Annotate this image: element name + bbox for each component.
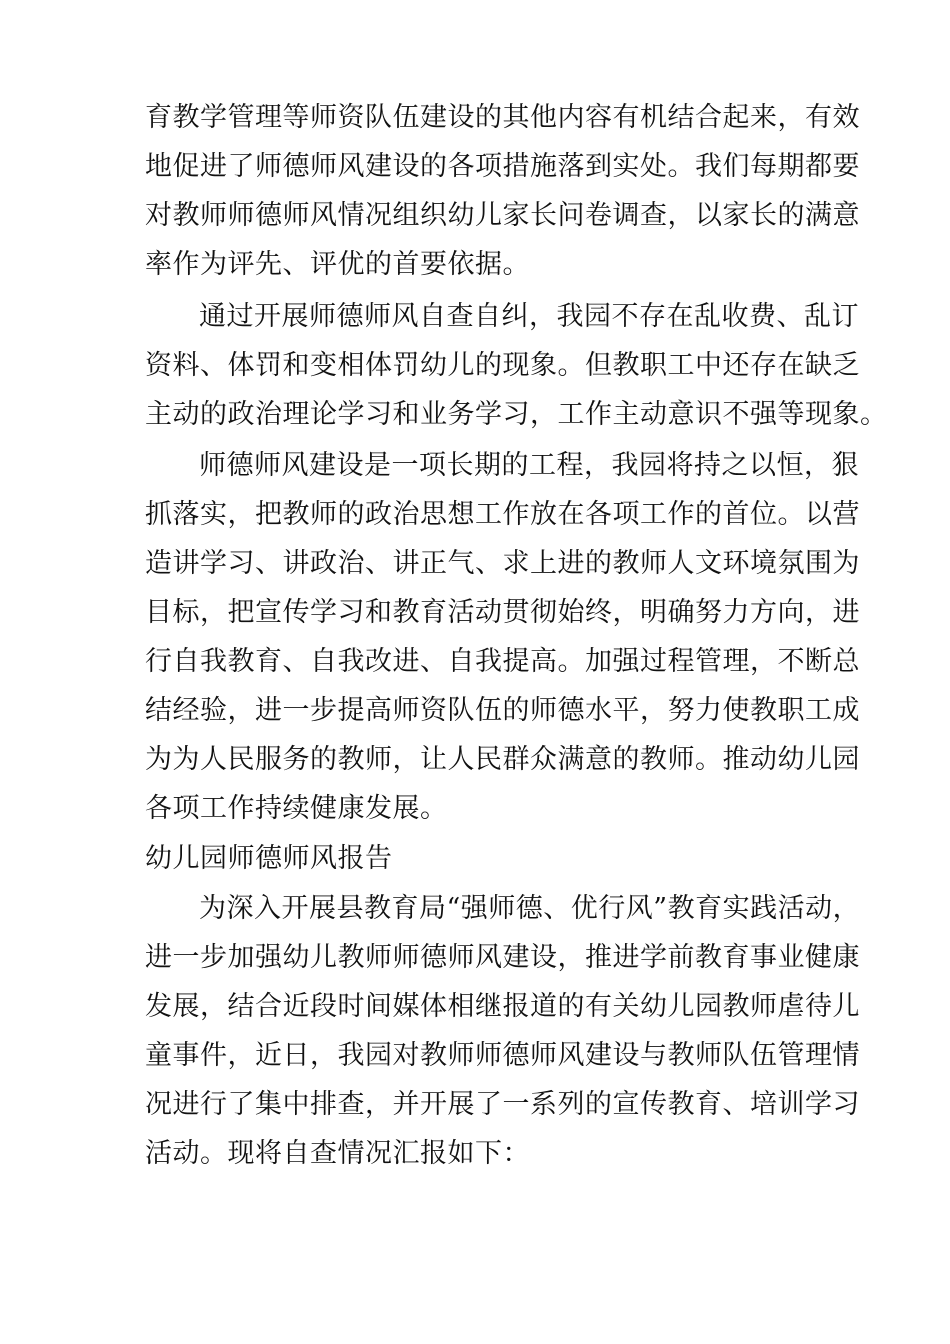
paragraph-line: 率作为评先、评优的首要依据。 bbox=[145, 249, 530, 280]
paragraph-line: 造讲学习、讲政治、讲正气、求上进的教师人文环境氛围为 bbox=[145, 548, 860, 579]
paragraph-line: 通过开展师德师风自查自纠，我园不存在乱收费、乱订 bbox=[199, 301, 859, 332]
paragraph-long-term-work bbox=[145, 441, 860, 833]
paragraph-line: 进一步加强幼儿教师师德师风建设，推进学前教育事业健康 bbox=[145, 942, 860, 973]
paragraph-line: 活动。现将自查情况汇报如下： bbox=[145, 1138, 530, 1169]
paragraph-line: 对教师师德师风情况组织幼儿家长问卷调查，以家长的满意 bbox=[145, 200, 860, 231]
report-title: 幼儿园师德师风报告 bbox=[145, 843, 393, 874]
continuation-paragraph bbox=[145, 93, 860, 289]
paragraph-line: 童事件，近日，我园对教师师德师风建设与教师队伍管理情 bbox=[145, 1040, 860, 1071]
paragraph-report-intro bbox=[145, 884, 861, 1178]
paragraph-line: 况进行了集中排查，并开展了一系列的宣传教育、培训学习 bbox=[145, 1089, 860, 1120]
paragraph-line: 目标，把宣传学习和教育活动贯彻始终，明确努力方向，进 bbox=[145, 597, 860, 628]
paragraph-line: 资料、体罚和变相体罚幼儿的现象。但教职工中还存在缺乏 bbox=[145, 350, 860, 381]
paragraph-line: 为为人民服务的教师，让人民群众满意的教师。推动幼儿园 bbox=[145, 744, 860, 775]
paragraph-line: 结经验，进一步提高师资队伍的师德水平，努力使教职工成 bbox=[145, 695, 860, 726]
paragraph-line: 各项工作持续健康发展。 bbox=[145, 793, 448, 824]
paragraph-line: 地促进了师德师风建设的各项措施落到实处。我们每期都要 bbox=[145, 151, 860, 182]
section-heading bbox=[145, 834, 825, 883]
paragraph-line: 育教学管理等师资队伍建设的其他内容有机结合起来，有效 bbox=[145, 102, 860, 133]
paragraph-line: 师德师风建设是一项长期的工程，我园将持之以恒，狠 bbox=[199, 450, 859, 481]
paragraph-line: 为深入开展县教育局“强师德、优行风”教育实践活动， bbox=[199, 893, 861, 924]
paragraph-line: 行自我教育、自我改进、自我提高。加强过程管理，不断总 bbox=[145, 646, 860, 677]
paragraph-line: 发展，结合近段时间媒体相继报道的有关幼儿园教师虐待儿 bbox=[145, 991, 860, 1022]
paragraph-line: 主动的政治理论学习和业务学习，工作主动意识不强等现象。 bbox=[145, 399, 888, 430]
paragraph-self-inspection bbox=[145, 292, 888, 439]
paragraph-line: 抓落实，把教师的政治思想工作放在各项工作的首位。以营 bbox=[145, 499, 860, 530]
